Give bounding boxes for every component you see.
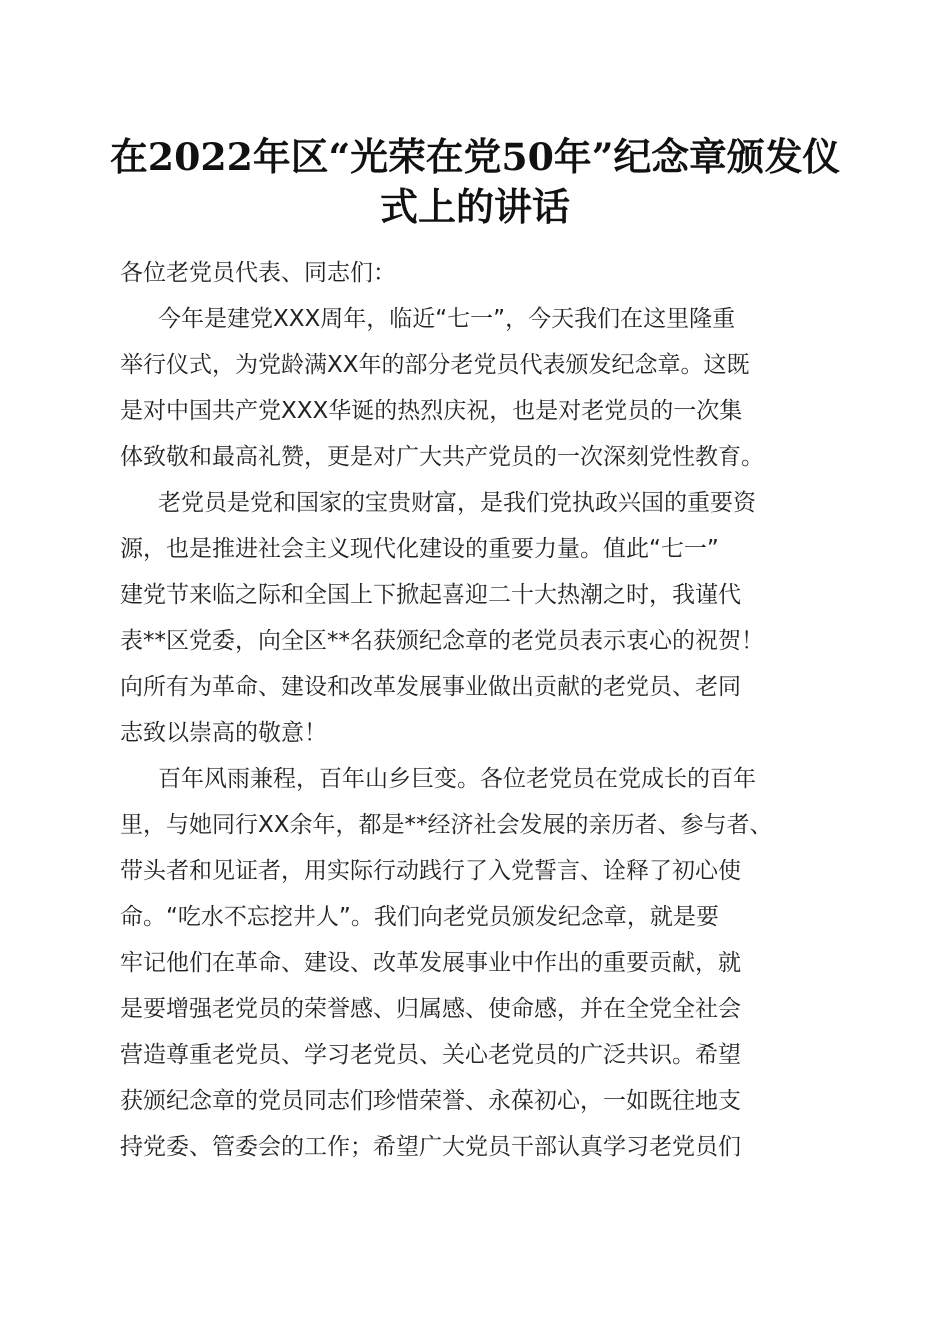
body-line: 建党节来临之际和全国上下掀起喜迎二十大热潮之时，我谨代 [120,582,741,608]
document-title [110,132,840,232]
body-line: 今年是建党XXX周年，临近“七一”，今天我们在这里隆重 [158,306,736,332]
body-line: 向所有为革命、建设和改革发展事业做出贡献的老党员、老同 [120,674,741,700]
body-line: 是对中国共产党XXX华诞的热烈庆祝，也是对老党员的一次集 [120,398,743,424]
body-line: 命。“吃水不忘挖井人”。我们向老党员颁发纪念章，就是要 [120,904,719,930]
body-line: 百年风雨兼程，百年山乡巨变。各位老党员在党成长的百年 [158,766,756,792]
title-line-1: 在2022年区“光荣在党50年”纪念章颁发仪 [110,135,841,179]
body-line: 营造尊重老党员、学习老党员、关心老党员的广泛共识。希望 [120,1042,741,1068]
body-line: 源，也是推进社会主义现代化建设的重要力量。值此“七一” [120,536,719,562]
body-line: 牢记他们在革命、建设、改革发展事业中作出的重要贡献，就 [120,950,741,976]
body-line: 志致以崇高的敬意！ [120,720,327,746]
title-line-2: 式上的讲话 [379,184,570,229]
speech-body [120,250,835,1170]
body-line: 带头者和见证者，用实际行动践行了入党誓言、诠释了初心使 [120,858,741,884]
body-line: 里，与她同行XX余年，都是**经济社会发展的亲历者、参与者、 [120,812,773,838]
body-line: 获颁纪念章的党员同志们珍惜荣誉、永葆初心，一如既往地支 [120,1088,741,1114]
body-line: 老党员是党和国家的宝贵财富，是我们党执政兴国的重要资 [158,490,756,516]
body-line: 持党委、管委会的工作；希望广大党员干部认真学习老党员们 [120,1134,741,1160]
body-line: 是要增强老党员的荣誉感、归属感、使命感，并在全党全社会 [120,996,741,1022]
salutation-line: 各位老党员代表、同志们： [120,260,396,286]
body-line: 举行仪式，为党龄满XX年的部分老党员代表颁发纪念章。这既 [120,352,750,378]
body-line: 表**区党委，向全区**名获颁纪念章的老党员表示衷心的祝贺！ [120,628,764,654]
body-line: 体致敬和最高礼赞，更是对广大共产党员的一次深刻党性教育。 [120,444,764,470]
